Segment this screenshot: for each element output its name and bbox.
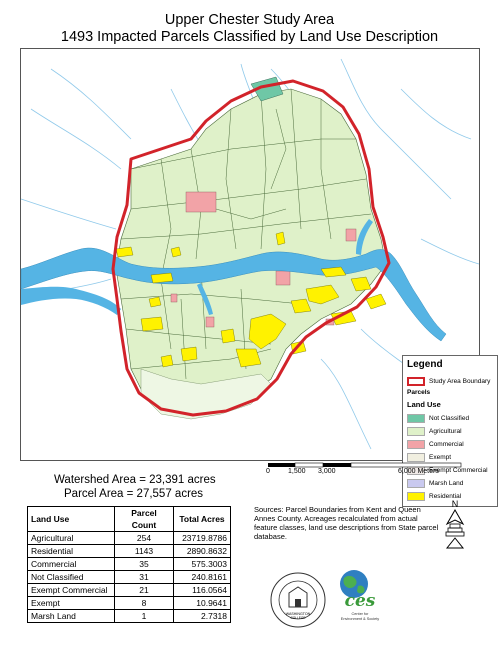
header-land-use: Land Use	[28, 507, 115, 532]
boundary-swatch	[407, 377, 425, 386]
svg-text:Environment & Society: Environment & Society	[340, 617, 380, 621]
scale-bar	[263, 462, 473, 488]
legend-title: Legend	[407, 359, 443, 370]
parcel-count-cell: 8	[115, 597, 174, 610]
legend-item-agricultural	[407, 426, 462, 436]
total-acres-cell: 2.7318	[174, 610, 231, 623]
legend-item-label: Not Classified	[429, 414, 470, 422]
svg-text:COLLEGE: COLLEGE	[290, 616, 306, 620]
total-acres-cell: 575.3003	[174, 558, 231, 571]
legend-swatch	[407, 440, 425, 449]
legend-item-exempt	[407, 452, 451, 462]
legend-parcels-label: Parcels	[407, 389, 431, 396]
parcel-count-cell: 1143	[115, 545, 174, 558]
river-branch-west	[21, 287, 121, 315]
north-arrow-icon	[440, 498, 470, 552]
total-acres-cell: 116.0564	[174, 584, 231, 597]
table-row	[28, 571, 231, 584]
legend-boundary-label: Study Area Boundary	[429, 377, 491, 385]
svg-text:Center for: Center for	[351, 612, 369, 616]
legend-item-label: Exempt	[429, 453, 452, 461]
land-use-cell: Marsh Land	[28, 610, 115, 623]
parcel-area-text: Parcel Area = 27,557 acres	[64, 488, 204, 500]
scale-tick-0: 0	[266, 468, 270, 475]
legend-item-label: Marsh Land	[429, 479, 464, 487]
header-parcel-count: Parcel Count	[115, 507, 174, 532]
total-acres-cell: 10.9641	[174, 597, 231, 610]
table-row	[28, 597, 231, 610]
sources-note: Sources: Parcel Boundaries from Kent and Queen Annes County. Acreages recalculated from actual feature classes, land use descriptions from State parcel database.	[254, 505, 439, 541]
total-acres-cell: 2890.8632	[174, 545, 231, 558]
land-use-cell: Exempt Commercial	[28, 584, 115, 597]
scale-tick-6000: 6,000 Meters	[398, 468, 439, 475]
total-acres-cell: 240.8161	[174, 571, 231, 584]
legend-item-label: Exempt Commercial	[429, 466, 488, 474]
table-row	[28, 558, 231, 571]
land-use-cell: Agricultural	[28, 532, 115, 545]
legend-swatch	[407, 427, 425, 436]
table-row	[28, 532, 231, 545]
ces-logo	[330, 566, 390, 624]
header-total-acres: Total Acres	[174, 507, 231, 532]
svg-text:WASHINGTON: WASHINGTON	[285, 612, 311, 616]
table-row	[28, 584, 231, 597]
scale-tick-3000: 3,000	[318, 468, 336, 475]
parcel-count-cell: 31	[115, 571, 174, 584]
legend-item-label: Residential	[429, 492, 462, 500]
college-seal-logo	[269, 571, 327, 629]
table-row	[28, 610, 231, 623]
land-use-table	[27, 506, 231, 623]
parcel-count-cell: 254	[115, 532, 174, 545]
legend-swatch	[407, 414, 425, 423]
map-subtitle: 1493 Impacted Parcels Classified by Land Use Description	[60, 29, 439, 45]
table-row	[28, 545, 231, 558]
land-use-cell: Not Classified	[28, 571, 115, 584]
legend-swatch	[407, 492, 425, 501]
legend-land-use-label: Land Use	[407, 400, 441, 409]
legend-item-not-classified	[407, 413, 469, 423]
watershed-area: Watershed Area = 23,391 acres	[54, 474, 216, 486]
land-use-cell: Commercial	[28, 558, 115, 571]
table-header-row	[28, 507, 231, 532]
ces-initials: ces	[344, 591, 376, 611]
legend-item-label: Agricultural	[429, 427, 462, 435]
north-letter: N	[451, 499, 459, 509]
map-title: Upper Chester Study Area	[164, 12, 335, 28]
land-use-cell: Residential	[28, 545, 115, 558]
legend-item-label: Commercial	[429, 440, 464, 448]
parcel-count-cell: 35	[115, 558, 174, 571]
total-acres-cell: 23719.8786	[174, 532, 231, 545]
legend-item-commercial	[407, 439, 464, 449]
legend-boundary-row	[407, 376, 490, 386]
parcel-count-cell: 1	[115, 610, 174, 623]
scale-tick-1500: 1,500	[288, 468, 306, 475]
table-body	[28, 532, 231, 623]
parcel-count-cell: 21	[115, 584, 174, 597]
legend-swatch	[407, 453, 425, 462]
land-use-cell: Exempt	[28, 597, 115, 610]
